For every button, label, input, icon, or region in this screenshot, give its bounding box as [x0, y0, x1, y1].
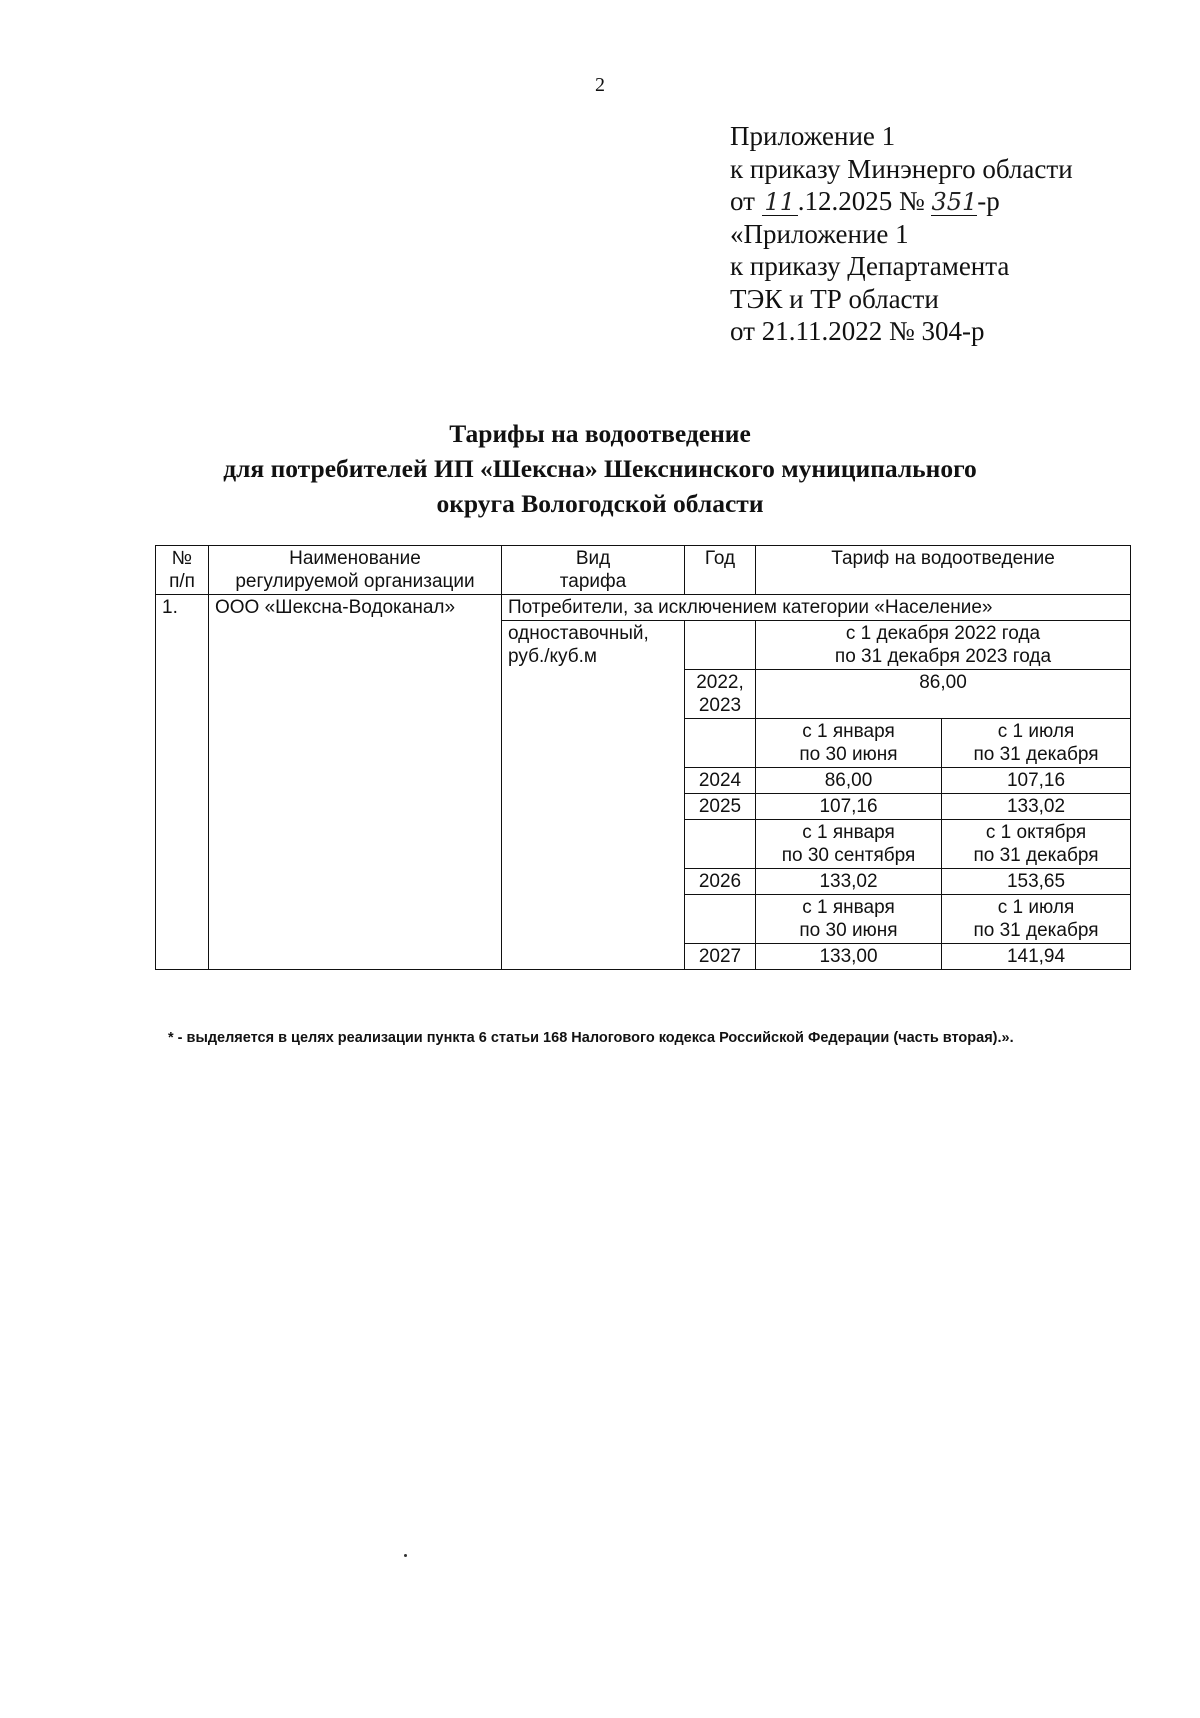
appendix-line-6: ТЭК и ТР области	[730, 283, 939, 314]
period-2-second-line-1: с 1 октября	[985, 822, 1087, 843]
empty-num-cell	[156, 621, 209, 670]
period-2022-cell	[756, 621, 1131, 670]
header-org-line-1: Наименование	[289, 548, 421, 569]
empty-org-cell	[209, 768, 502, 794]
empty-org-cell	[209, 794, 502, 820]
title-line-3: округа Вологодской области	[436, 489, 764, 518]
appendix-line-7: от 21.11.2022 № 304-р	[730, 316, 985, 346]
table-row	[156, 869, 1131, 895]
tariff-type-line-2: руб./куб.м	[508, 646, 597, 667]
value-2024-second-half: 107,16	[942, 768, 1131, 794]
consumer-category-cell: Потребители, за исключением категории «Население»	[502, 595, 1131, 621]
value-2027-second-half: 141,94	[942, 944, 1131, 970]
empty-num-cell	[156, 820, 209, 869]
appendix-line-1: Приложение 1	[730, 121, 896, 151]
period-1-second-line-2: по 31 декабря	[973, 744, 1099, 765]
year-2022-line-1: 2022,	[696, 672, 744, 693]
page-number: 2	[595, 74, 605, 96]
empty-year-cell	[685, 621, 756, 670]
period-2-first-part	[756, 820, 942, 869]
value-2026-first-part: 133,02	[756, 869, 942, 895]
empty-type-cell	[502, 895, 685, 944]
appendix-block	[730, 120, 1073, 348]
table-row	[156, 944, 1131, 970]
period-2022-line-1: с 1 декабря 2022 года	[845, 623, 1041, 644]
empty-year-cell	[685, 895, 756, 944]
period-1-first-line-1: с 1 января	[802, 721, 895, 742]
empty-org-cell	[209, 820, 502, 869]
empty-type-cell	[502, 944, 685, 970]
period-1-first-line-2: по 30 июня	[799, 744, 898, 765]
footnote: * - выделяется в целях реализации пункта 6 статьи 168 Налогового кодекса Российской Федерации (часть вторая).».	[168, 1030, 1014, 1046]
tariff-type-cell	[502, 621, 685, 670]
header-num-line-2: п/п	[169, 571, 195, 592]
header-tariff-type	[502, 546, 685, 595]
empty-type-cell	[502, 670, 685, 719]
row-number: 1.	[156, 595, 209, 621]
empty-num-cell	[156, 719, 209, 768]
period-2022-line-2: по 31 декабря 2023 года	[834, 646, 1052, 667]
year-2022-2023-cell	[685, 670, 756, 719]
document-title	[0, 416, 1200, 521]
scan-speck	[404, 1554, 407, 1557]
empty-org-cell	[209, 621, 502, 670]
empty-org-cell	[209, 719, 502, 768]
header-type-line-1: Вид	[575, 548, 611, 569]
appendix-line-4: «Приложение 1	[730, 218, 909, 249]
year-2025-cell: 2025	[685, 794, 756, 820]
period-3-first-half	[756, 895, 942, 944]
empty-type-cell	[502, 768, 685, 794]
table-row	[156, 895, 1131, 944]
empty-org-cell	[209, 895, 502, 944]
value-2026-second-part: 153,65	[942, 869, 1131, 895]
period-3-first-line-1: с 1 января	[802, 897, 895, 918]
org-name-cell: ООО «Шексна-Водоканал»	[209, 595, 502, 621]
table-row	[156, 595, 1131, 621]
empty-type-cell	[502, 719, 685, 768]
period-1-first-half	[756, 719, 942, 768]
empty-year-cell	[685, 820, 756, 869]
table-row	[156, 719, 1131, 768]
table-row	[156, 621, 1131, 670]
appendix-date-middle: .12.2025 №	[797, 186, 932, 216]
value-2025-second-half: 133,02	[942, 794, 1131, 820]
tariff-type-line-1: одноставочный,	[508, 623, 649, 644]
period-3-second-line-2: по 31 декабря	[973, 920, 1099, 941]
empty-num-cell	[156, 869, 209, 895]
empty-org-cell	[209, 670, 502, 719]
header-type-line-2: тарифа	[559, 571, 627, 592]
title-line-2: для потребителей ИП «Шексна» Шекснинского муниципального	[223, 454, 977, 483]
period-2-first-line-2: по 30 сентября	[781, 845, 916, 866]
appendix-date-prefix: от	[730, 186, 762, 216]
empty-num-cell	[156, 944, 209, 970]
period-1-second-half	[942, 719, 1131, 768]
value-2027-first-half: 133,00	[756, 944, 942, 970]
empty-type-cell	[502, 820, 685, 869]
period-2-first-line-1: с 1 января	[802, 822, 895, 843]
title-line-1: Тарифы на водоотведение	[449, 419, 751, 448]
appendix-line-5: к приказу Департамента	[730, 251, 1010, 281]
empty-org-cell	[209, 869, 502, 895]
handwritten-order-number: 351	[931, 188, 978, 216]
empty-type-cell	[502, 869, 685, 895]
header-num	[156, 546, 209, 595]
appendix-date-suffix: -р	[977, 186, 1000, 216]
value-2022-2023-cell: 86,00	[756, 670, 1131, 719]
period-3-second-half	[942, 895, 1131, 944]
header-org-name	[209, 546, 502, 595]
appendix-line-2: к приказу Минэнерго области	[730, 153, 1073, 184]
empty-num-cell	[156, 768, 209, 794]
appendix-line-3	[730, 185, 1073, 218]
year-2022-line-2: 2023	[698, 695, 742, 716]
value-2024-first-half: 86,00	[756, 768, 942, 794]
empty-num-cell	[156, 794, 209, 820]
header-year: Год	[685, 546, 756, 595]
year-2027-cell: 2027	[685, 944, 756, 970]
empty-type-cell	[502, 794, 685, 820]
header-org-line-2: регулируемой организации	[235, 571, 475, 592]
period-1-second-line-1: с 1 июля	[997, 721, 1075, 742]
header-num-line-1: №	[171, 548, 193, 569]
table-row	[156, 820, 1131, 869]
table-row	[156, 768, 1131, 794]
period-2-second-part	[942, 820, 1131, 869]
table-header-row	[156, 546, 1131, 595]
handwritten-day: 11	[762, 189, 798, 216]
empty-num-cell	[156, 895, 209, 944]
header-tariff: Тариф на водоотведение	[756, 546, 1131, 595]
year-2024-cell: 2024	[685, 768, 756, 794]
empty-num-cell	[156, 670, 209, 719]
empty-org-cell	[209, 944, 502, 970]
tariffs-table	[155, 545, 1131, 970]
table-row	[156, 794, 1131, 820]
year-2026-cell: 2026	[685, 869, 756, 895]
period-3-first-line-2: по 30 июня	[799, 920, 898, 941]
empty-year-cell	[685, 719, 756, 768]
value-2025-first-half: 107,16	[756, 794, 942, 820]
table-row	[156, 670, 1131, 719]
period-3-second-line-1: с 1 июля	[997, 897, 1075, 918]
period-2-second-line-2: по 31 декабря	[973, 845, 1099, 866]
